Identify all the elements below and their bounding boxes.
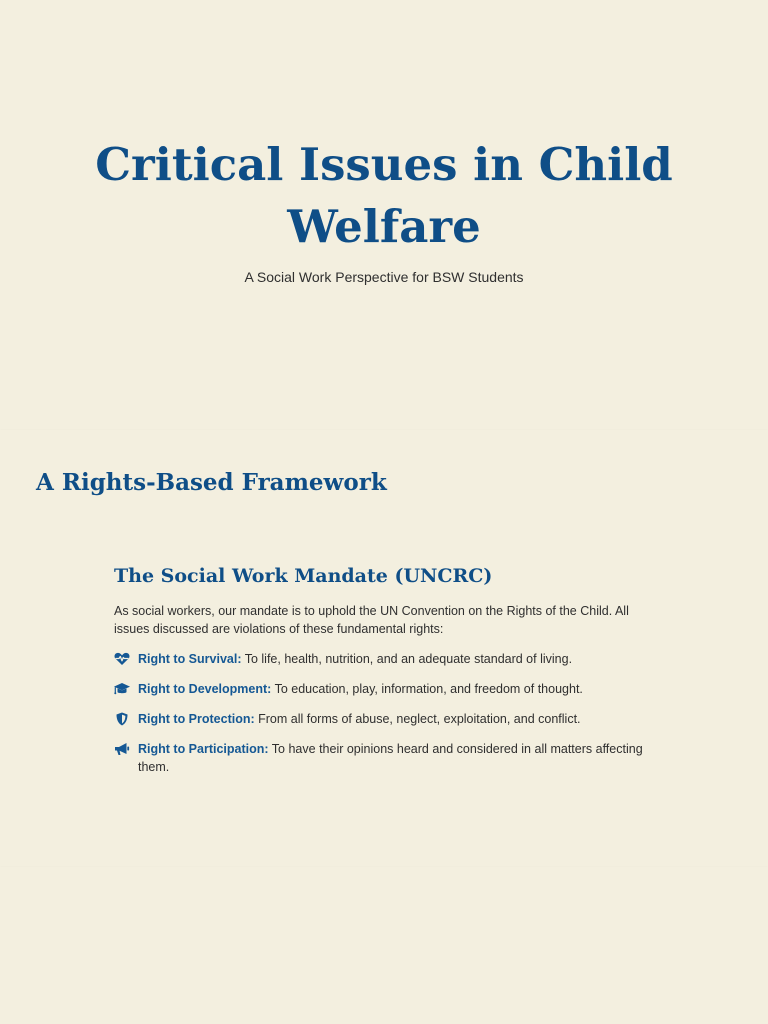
card-title: The Social Work Mandate (UNCRC) [114,565,493,587]
page-subtitle: A Social Work Perspective for BSW Students [244,269,524,285]
right-item-participation [114,740,654,776]
right-text: To life, health, nutrition, and an adequate standard of living. [241,652,573,666]
right-text: To education, play, information, and freedom of thought. [271,682,583,696]
section-title: A Rights-Based Framework [36,469,387,496]
title-section [0,0,768,430]
page-title: Critical Issues in Child Welfare [95,138,673,253]
shield-icon [114,712,130,726]
right-label: Right to Survival: [138,652,242,666]
megaphone-icon [114,742,130,756]
right-text: To have their opinions heard and considered in all matters affecting them. [138,742,643,774]
right-text: From all forms of abuse, neglect, exploitation, and conflict. [254,712,581,726]
right-item-protection [114,710,654,728]
right-label: Right to Protection: [138,712,255,726]
mandate-card [114,562,654,788]
right-label: Right to Development: [138,682,272,696]
heart-pulse-icon [114,652,130,666]
card-intro: As social workers, our mandate is to uphold the UN Convention on the Rights of the Child. All issues discussed are violations of these fundamental rights: [114,604,629,636]
rights-list [114,650,654,776]
graduation-cap-icon [114,682,130,696]
right-item-survival [114,650,654,668]
right-item-development [114,680,654,698]
right-label: Right to Participation: [138,742,269,756]
